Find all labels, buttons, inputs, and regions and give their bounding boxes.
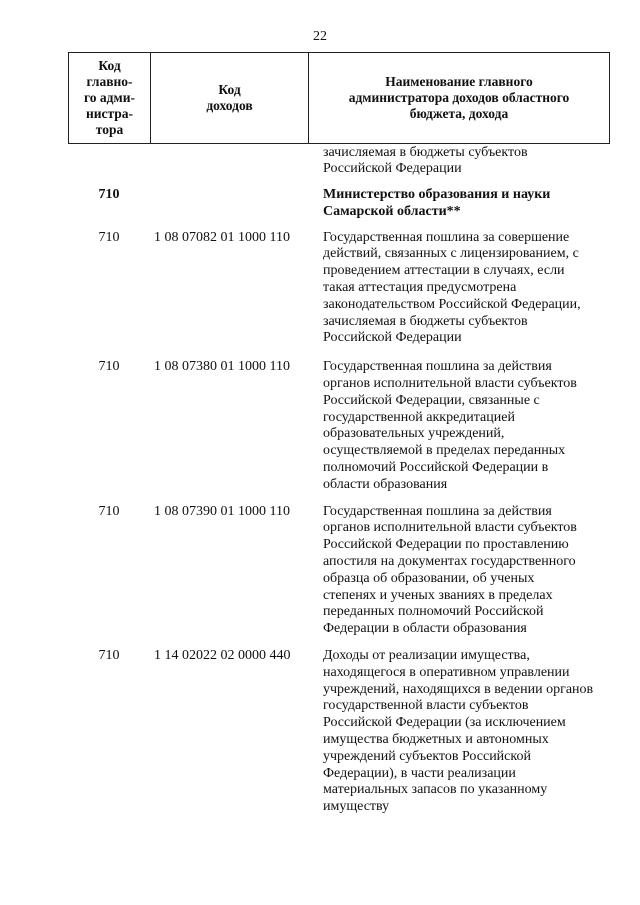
revenue-code: 1 08 07390 01 1000 110 bbox=[154, 503, 290, 519]
admin-code: 710 bbox=[98, 647, 120, 663]
table-row bbox=[68, 230, 610, 348]
revenue-name: Доходы от реализации имущества, находящегося в оперативном управлении учреждений, находящихся в ведении органов государственной власти субъектов Российской Федерации (за исключением имущества бюджетных и автономных учреждений субъектов Российской Федерации), в части реализации материальных запасов по указанному имуществу bbox=[323, 647, 594, 815]
table-row bbox=[68, 359, 610, 493]
revenue-name: Министерство образования и науки Самарской области** bbox=[323, 187, 551, 219]
table-body bbox=[68, 145, 610, 816]
table-row bbox=[68, 648, 610, 816]
table-header bbox=[68, 52, 610, 144]
page-number: 22 bbox=[313, 29, 327, 44]
admin-code: 710 bbox=[98, 503, 120, 519]
revenue-name: Государственная пошлина за действия органов исполнительной власти субъектов Российской Федерации, связанные с государственной аккредитацией образовательных учреждений, осуществляемой в пределах переданных полномочий Российской Федерации в области образования bbox=[323, 359, 577, 492]
revenue-code: 1 14 02022 02 0000 440 bbox=[154, 647, 291, 663]
continuation-text: зачисляемая в бюджеты субъектов Российской Федерации bbox=[323, 145, 528, 176]
table-row bbox=[68, 504, 610, 638]
header-name: Наименование главного администратора доходов областного бюджета, дохода bbox=[348, 74, 570, 121]
revenue-name: Государственная пошлина за совершение действий, связанных с лицензированием, с проведением аттестации в случаях, если такая аттестация предусмотрена законодательством Российской Федерации, зачисляемая в бюджеты субъектов Российской Федерации bbox=[323, 229, 581, 346]
revenue-code: 1 08 07082 01 1000 110 bbox=[154, 229, 290, 245]
revenue-name: Государственная пошлина за действия органов исполнительной власти субъектов Российской Федерации по проставлению апостиля на документах государственного образца об образовании, об ученых степенях и ученых званиях в пределах переданных полномочий Российской Федерации в области образования bbox=[323, 503, 577, 637]
revenue-code: 1 08 07380 01 1000 110 bbox=[154, 359, 290, 375]
revenue-code bbox=[150, 187, 323, 221]
header-admin-code: Код главно- го адми- нистра- тора bbox=[69, 53, 151, 143]
admin-code: 710 bbox=[98, 229, 120, 245]
admin-code: 710 bbox=[98, 359, 120, 375]
admin-code: 710 bbox=[98, 187, 120, 202]
table-row bbox=[68, 187, 610, 221]
header-revenue-code: Код доходов bbox=[151, 53, 309, 143]
